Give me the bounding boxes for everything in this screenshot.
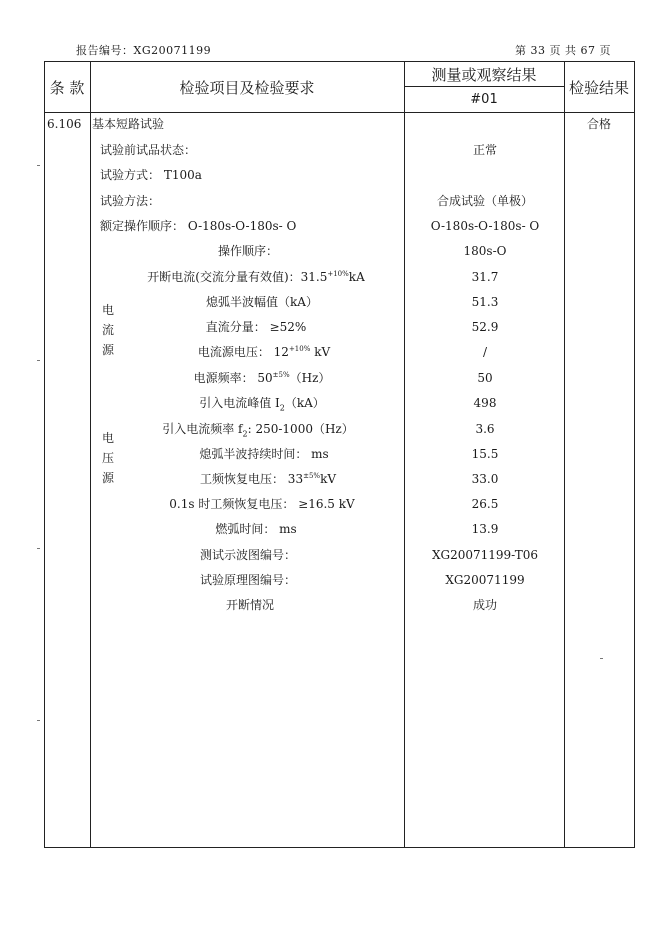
row-item-4: 额定操作顺序： O-180s-O-180s- O [100, 219, 297, 233]
row-item-9: 电流源电压： $12^{+10\%}$ kV [197, 345, 331, 359]
row-item-13: 熄弧半波持续时间： ms [199, 447, 329, 461]
scan-mark [37, 165, 40, 166]
scan-mark [37, 720, 40, 721]
result-column-header: 检验结果 [568, 78, 629, 97]
table-left-border [44, 61, 45, 848]
page-info: 第 33 页 共 67 页 [515, 44, 611, 57]
row-value-13: 15.5 [471, 447, 499, 461]
row-value-14: 33.0 [471, 472, 499, 486]
row-value-11: 498 [473, 396, 497, 410]
row-value-4: O-180s-O-180s- O [430, 219, 540, 233]
row-item-6: 开断电流(交流分量有效值)：$31.5^{+10\%}kA$ [147, 270, 365, 284]
row-value-15: 26.5 [471, 497, 499, 511]
row-value-6: 31.7 [471, 270, 499, 284]
row-item-8: 直流分量： ≥52% [205, 320, 307, 334]
row-item-15: 0.1s 时工频恢复电压： ≥16.5 kV [169, 497, 355, 511]
row-item-1: 试验前试品状态： [100, 143, 197, 157]
scan-mark [600, 658, 603, 659]
row-item-3: 试验方法： [100, 194, 161, 208]
overall-result: 合格 [586, 117, 612, 131]
row-item-17: 测试示波图编号： [199, 548, 297, 562]
clause-number: 6.106 [47, 117, 82, 131]
row-item-16: 燃弧时间： ms [215, 522, 297, 536]
header-bottom-border [44, 112, 635, 113]
row-item-7: 熄弧半波幅值（kA） [206, 295, 318, 309]
clause-col-divider [90, 61, 91, 848]
row-value-7: 51.3 [471, 295, 499, 309]
sample-number-header: #01 [470, 92, 498, 107]
row-value-1: 正常 [472, 143, 498, 157]
voltage-source-label: 电 压 源 [101, 431, 114, 485]
row-item-2: 试验方式： T100a [100, 168, 202, 182]
row-item-18: 试验原理图编号： [199, 573, 297, 587]
row-value-8: 52.9 [471, 320, 499, 334]
row-item-10: 电源频率： $50^{\pm 5\%}(Hz)$ [193, 371, 331, 385]
table-right-border [634, 61, 635, 848]
row-item-19: 开断情况 [225, 598, 275, 612]
clause-column-header: 条 款 [49, 78, 85, 97]
row-value-3: 合成试验（单极） [436, 194, 534, 208]
row-item-11: 引入电流峰值 $I_2(kA)$ [199, 396, 325, 413]
row-value-5: 180s-O [463, 244, 507, 258]
row-item-12: 引入电流频率 $f_2$: 250-1000（Hz） [162, 422, 354, 439]
row-value-10: 50 [477, 371, 493, 385]
row-value-12: 3.6 [475, 422, 495, 436]
current-source-label: 电 流 源 [101, 303, 114, 357]
measure-column-header: 测量或观察结果 [431, 65, 537, 84]
row-value-19: 成功 [472, 598, 498, 612]
row-item-5: 操作顺序： [217, 244, 279, 258]
measure-col-divider [564, 61, 565, 848]
row-item-14: 工频恢复电压： $33^{\pm 5\%}kV$ [199, 472, 337, 486]
section-title: 基本短路试验 [92, 117, 165, 131]
row-value-18: XG20071199 [445, 573, 525, 587]
report-number: 报告编号：XG20071199 [76, 44, 212, 57]
item-col-divider [404, 61, 405, 848]
row-value-9: / [482, 345, 488, 359]
item-column-header: 检验项目及检验要求 [179, 78, 315, 97]
table-bottom-border [44, 847, 635, 848]
scan-mark [37, 548, 40, 549]
row-value-16: 13.9 [471, 522, 499, 536]
row-value-17: XG20071199-T06 [431, 548, 539, 562]
scan-mark [37, 360, 40, 361]
